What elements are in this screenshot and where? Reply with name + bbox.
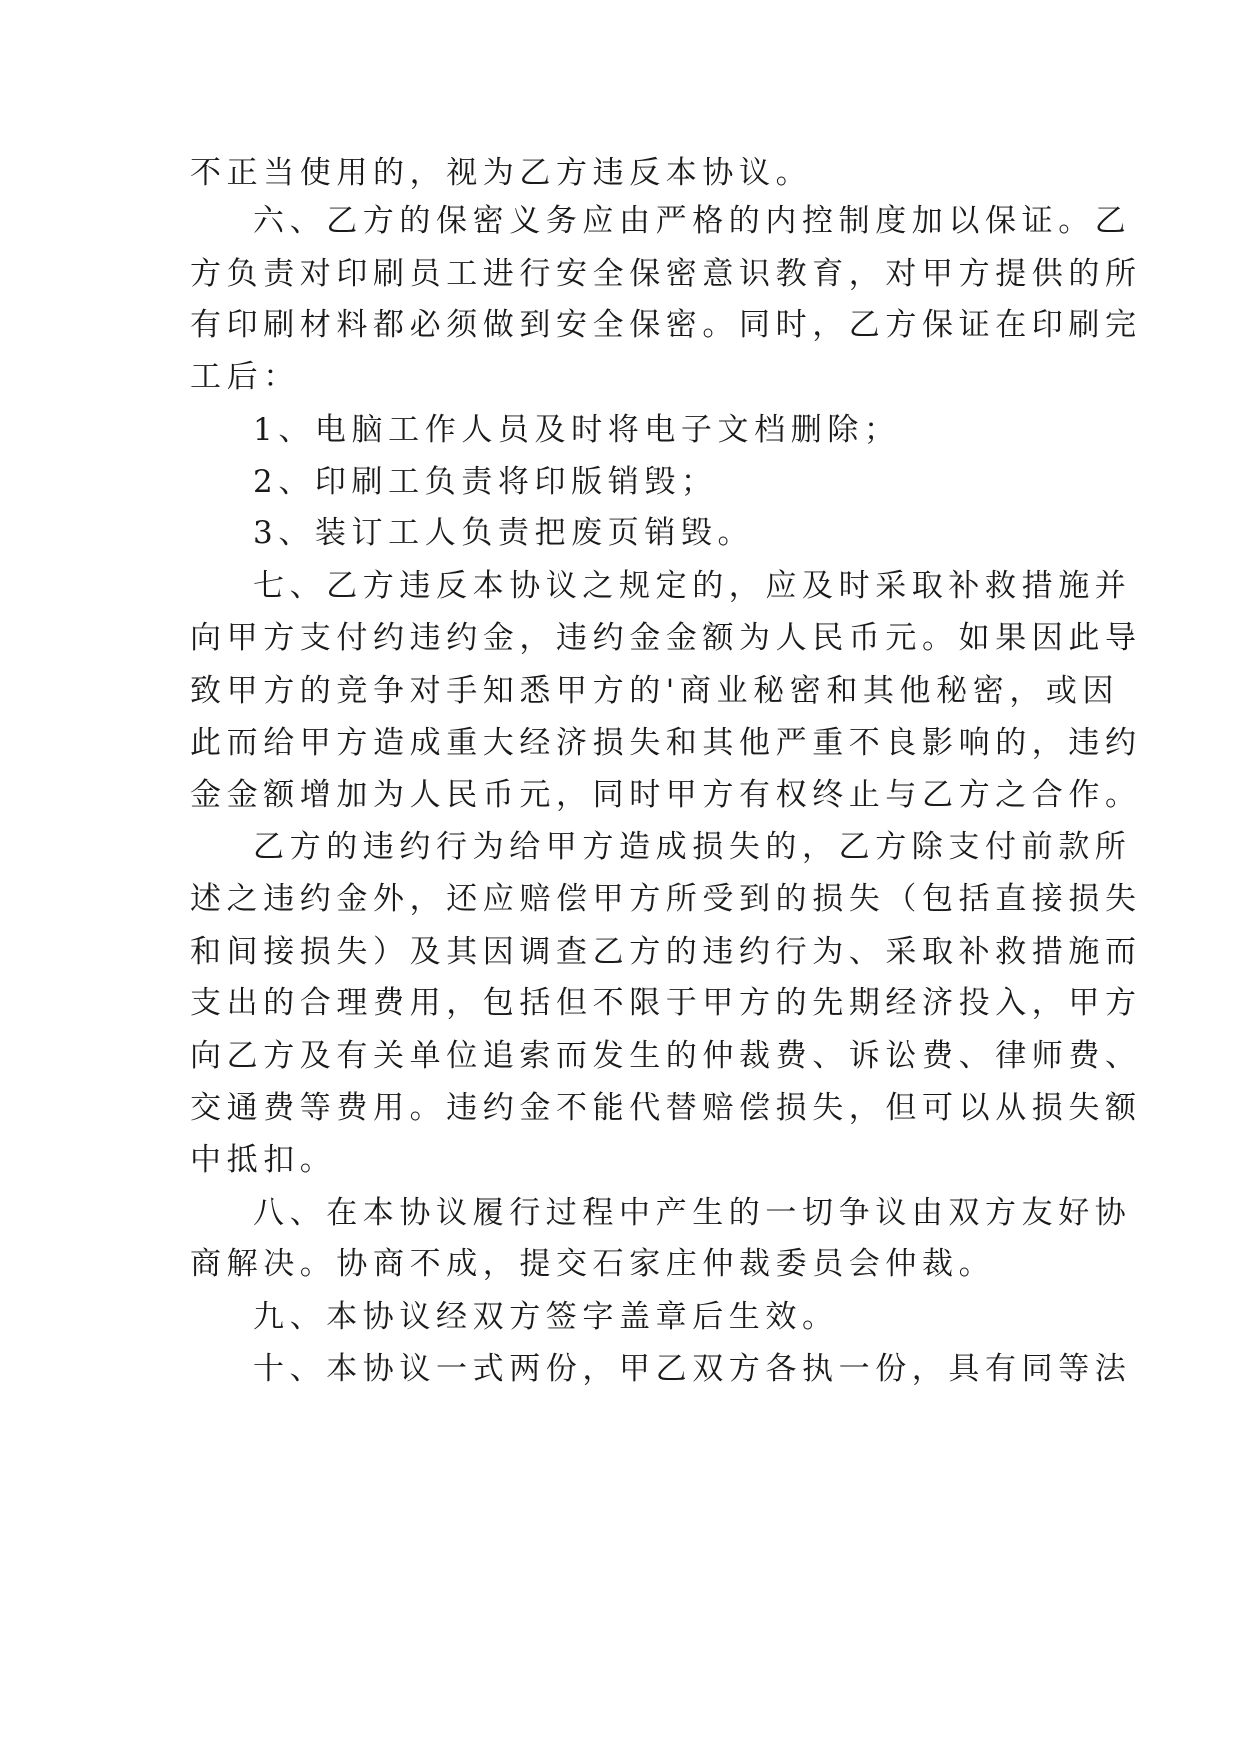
text-line: 六、乙方的保密义务应由严格的内控制度加以保证。乙 — [253, 203, 1132, 239]
text-line: 方负责对印刷员工进行安全保密意识教育，对甲方提供的所 — [190, 256, 1142, 292]
text-line: 不正当使用的，视为乙方违反本协议。 — [190, 155, 813, 191]
text-line: 支出的合理费用，包括但不限于甲方的先期经济投入，甲方 — [190, 985, 1142, 1021]
text-line: 向甲方支付约违约金，违约金金额为人民币元。如果因此导 — [190, 620, 1142, 656]
text-line: 七、乙方违反本协议之规定的，应及时采取补救措施并 — [253, 568, 1132, 604]
text-line: 九、本协议经双方签字盖章后生效。 — [253, 1299, 839, 1335]
text-line: 交通费等费用。违约金不能代替赔偿损失，但可以从损失额 — [190, 1090, 1142, 1126]
text-line: 有印刷材料都必须做到安全保密。同时，乙方保证在印刷完 — [190, 307, 1142, 343]
text-line: 中抵扣。 — [190, 1142, 337, 1178]
text-line: 八、在本协议履行过程中产生的一切争议由双方友好协 — [253, 1195, 1132, 1231]
text-line: 乙方的违约行为给甲方造成损失的，乙方除支付前款所 — [253, 829, 1132, 865]
text-line: 十、本协议一式两份，甲乙双方各执一份，具有同等法 — [253, 1351, 1132, 1387]
text-line: 述之违约金外，还应赔偿甲方所受到的损失（包括直接损失 — [190, 881, 1142, 917]
text-line: 工后： — [190, 359, 300, 395]
text-line: 商解决。协商不成，提交石家庄仲裁委员会仲裁。 — [190, 1246, 996, 1282]
text-line: 致甲方的竞争对手知悉甲方的'商业秘密和其他秘密，或因 — [190, 673, 1120, 709]
text-line: 3、装订工人负责把废页销毁。 — [253, 515, 755, 551]
text-line: 2、印刷工负责将印版销毁； — [253, 464, 718, 500]
text-line: 此而给甲方造成重大经济损失和其他严重不良影响的，违约 — [190, 725, 1142, 761]
text-line: 1、电脑工作人员及时将电子文档删除； — [253, 412, 901, 448]
text-line: 向乙方及有关单位追索而发生的仲裁费、诉讼费、律师费、 — [190, 1038, 1142, 1074]
text-line: 和间接损失）及其因调查乙方的违约行为、采取补救措施而 — [190, 934, 1142, 970]
text-line: 金金额增加为人民币元，同时甲方有权终止与乙方之合作。 — [190, 777, 1142, 813]
